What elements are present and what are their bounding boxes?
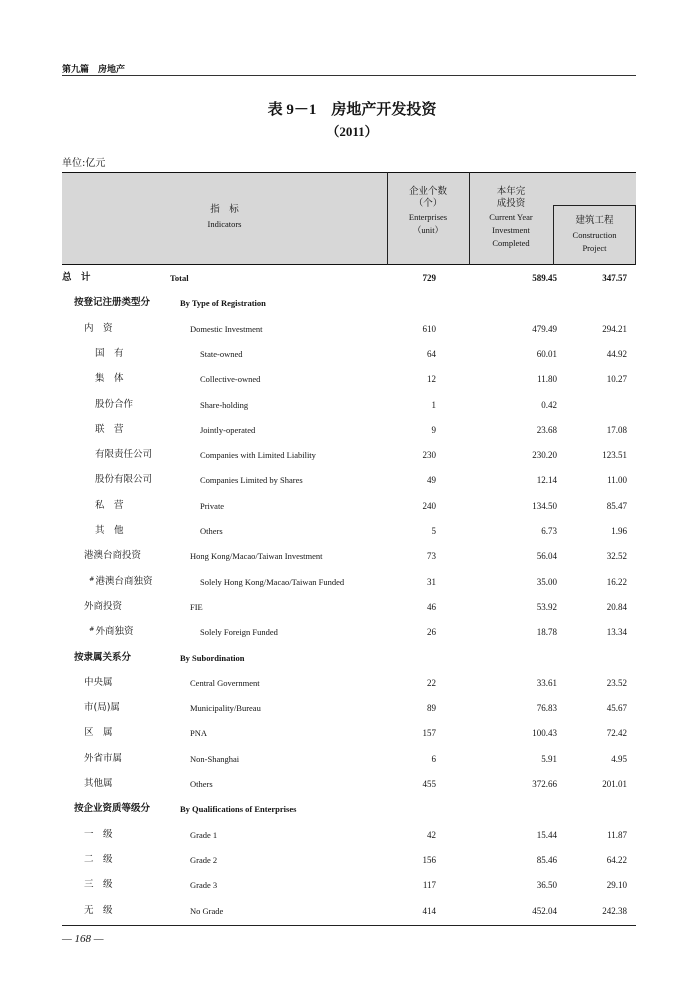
enterprises-cell: 31 — [427, 576, 436, 587]
investment-cell: 11.80 — [537, 374, 557, 385]
table-row — [0, 423, 700, 437]
indicator-label-en: State-owned — [200, 348, 243, 359]
subheader-divider — [553, 205, 636, 206]
indicator-label-en: Share-holding — [200, 399, 249, 410]
indicator-zh-cell — [95, 448, 152, 462]
indicator-label-zh: 国 有 — [95, 347, 124, 359]
indicator-label-zh: 其他属 — [84, 778, 113, 789]
indicator-label-zh: 按登记注册类型分 — [74, 297, 151, 309]
investment-cell: 36.50 — [536, 880, 557, 891]
table-row — [0, 575, 700, 589]
indicator-label-zh: 总 计 — [62, 272, 91, 283]
indicator-zh-cell — [89, 575, 152, 589]
investment-cell: 100.43 — [532, 728, 557, 739]
indicator-label-zh: 无 级 — [84, 904, 113, 916]
table-row — [0, 600, 700, 614]
enterprises-header-en: Enterprises — [408, 212, 448, 222]
enterprises-cell: 240 — [422, 500, 436, 511]
enterprises-cell: 26 — [427, 627, 436, 638]
enterprises-cell: 9 — [431, 424, 436, 435]
indicator-label-en: Others — [200, 526, 223, 536]
enterprises-cell: 42 — [427, 829, 436, 840]
indicator-label-en: FIE — [190, 601, 203, 612]
investment-cell: 589.45 — [532, 273, 557, 283]
table-row — [0, 828, 700, 842]
indicator-label-zh: 二 级 — [84, 853, 113, 865]
investment-cell: 18.78 — [536, 627, 557, 638]
page-number: — 168 — — [62, 933, 104, 945]
table-row — [0, 524, 700, 538]
header-rule — [62, 75, 636, 76]
investment-cell: 5.91 — [541, 753, 557, 764]
construction-cell: 64.22 — [606, 854, 627, 865]
table-title: 表 9－1 房地产开发投资 — [267, 102, 437, 118]
enterprises-cell: 455 — [422, 779, 436, 789]
investment-cell: 372.66 — [532, 779, 557, 789]
table-row — [0, 777, 700, 791]
construction-cell: 23.52 — [606, 677, 627, 688]
indicator-label-en: Others — [190, 779, 213, 789]
construction-cell: 85.47 — [606, 500, 627, 511]
indicator-label-zh: 中央属 — [84, 676, 113, 688]
construction-cell: 45.67 — [606, 703, 627, 714]
indicator-zh-cell — [62, 271, 91, 285]
construction-cell: 20.84 — [606, 601, 627, 612]
indicator-zh-cell — [95, 398, 133, 412]
table-row — [0, 372, 700, 386]
indicator-label-en: By Type of Registration — [180, 298, 266, 309]
investment-cell: 6.73 — [541, 526, 557, 536]
indicator-label-en: No Grade — [190, 905, 224, 916]
construction-cell: 347.57 — [602, 273, 627, 283]
investment-cell: 76.83 — [536, 703, 557, 714]
indicator-label-zh: 按隶属关系分 — [74, 651, 132, 663]
investment-cell: 452.04 — [532, 905, 557, 916]
indicator-zh-cell — [84, 676, 113, 690]
enterprises-cell: 157 — [422, 728, 436, 739]
investment-header-zh-2: 成投资 — [496, 198, 526, 209]
table-row — [0, 347, 700, 361]
construction-cell: 17.08 — [606, 424, 627, 435]
indicator-label-zh: 内 资 — [84, 322, 113, 334]
table-row — [0, 701, 700, 715]
enterprises-cell: 22 — [427, 677, 436, 688]
construction-cell: 72.42 — [606, 728, 627, 739]
enterprises-cell: 156 — [422, 854, 436, 865]
table-bottom-rule — [62, 925, 636, 926]
investment-cell: 56.04 — [536, 551, 557, 562]
investment-cell: 12.14 — [536, 475, 557, 486]
indicator-label-zh: 股份合作 — [95, 398, 134, 410]
indicator-label-zh: 私 营 — [95, 499, 124, 511]
indicator-zh-cell — [74, 296, 150, 310]
investment-header-en-3: Completed — [492, 238, 530, 248]
indicator-label-zh: 市(局)属 — [84, 702, 120, 714]
enterprises-cell: 12 — [427, 374, 436, 385]
construction-cell: 11.87 — [607, 829, 627, 840]
indicator-zh-cell — [95, 423, 124, 437]
table-row — [0, 549, 700, 563]
indicator-label-en: Collective-owned — [200, 374, 261, 385]
indicator-zh-cell — [84, 726, 113, 740]
total-row — [0, 271, 700, 285]
investment-cell: 35.00 — [536, 576, 557, 587]
construction-cell: 201.01 — [602, 779, 627, 789]
indicator-label-zh: 联 营 — [95, 423, 124, 435]
enterprises-cell: 5 — [431, 526, 436, 536]
indicator-label-zh: 外商独资 — [95, 626, 134, 638]
table-year: （2011） — [326, 124, 378, 139]
investment-cell: 230.20 — [532, 450, 557, 461]
indicator-zh-cell — [84, 701, 120, 715]
section-heading-row — [0, 651, 700, 665]
table-row — [0, 904, 700, 918]
enterprises-cell: 6 — [431, 753, 436, 764]
enterprises-cell: 414 — [422, 905, 436, 916]
table-row — [0, 625, 700, 639]
indicator-zh-cell — [84, 878, 113, 892]
indicator-label-en: Private — [200, 500, 225, 511]
indicator-zh-cell — [84, 322, 113, 336]
table-row — [0, 473, 700, 487]
enterprises-cell: 610 — [422, 323, 436, 334]
enterprises-header-unit-zh: （个） — [413, 198, 443, 209]
investment-cell: 85.46 — [536, 854, 557, 865]
indicator-zh-cell — [95, 499, 124, 513]
table-row — [0, 853, 700, 867]
construction-header-zh: 建筑工程 — [575, 215, 614, 226]
table-row — [0, 448, 700, 462]
enterprises-cell: 230 — [422, 450, 436, 461]
indicator-label-zh: 集 体 — [95, 373, 124, 385]
indicator-label-zh: 一 级 — [84, 828, 113, 840]
indicator-header-zh: 指 标 — [210, 204, 239, 215]
construction-cell: 16.22 — [606, 576, 627, 587]
indicator-label-en: Total — [170, 273, 189, 283]
table-row — [0, 398, 700, 412]
enterprises-cell: 46 — [427, 601, 436, 612]
construction-cell: 10.27 — [606, 374, 627, 385]
footnote-mark: # — [89, 625, 95, 634]
indicator-label-en: Solely Foreign Funded — [200, 627, 278, 638]
enterprises-cell: 117 — [422, 880, 436, 891]
indicator-label-en: Solely Hong Kong/Macao/Taiwan Funded — [200, 576, 345, 587]
table-row — [0, 726, 700, 740]
investment-cell: 479.49 — [532, 323, 557, 334]
indicator-zh-cell — [89, 625, 133, 639]
indicator-label-zh: 外省市属 — [84, 752, 123, 764]
indicator-label-en: Hong Kong/Macao/Taiwan Investment — [190, 551, 323, 562]
unit-label: 单位:亿元 — [62, 158, 106, 169]
construction-cell: 294.21 — [602, 323, 627, 334]
indicator-zh-cell — [84, 777, 113, 791]
construction-cell: 32.52 — [606, 551, 627, 562]
section-heading-row — [0, 802, 700, 816]
indicator-zh-cell — [84, 600, 122, 614]
construction-cell: 123.51 — [602, 450, 627, 461]
enterprises-cell: 49 — [427, 475, 436, 486]
investment-cell: 53.92 — [536, 601, 557, 612]
indicator-zh-cell — [84, 549, 141, 563]
indicator-label-en: Grade 2 — [190, 854, 218, 865]
construction-cell: 13.34 — [606, 627, 627, 638]
indicator-label-en: Grade 1 — [190, 829, 218, 840]
indicator-label-en: Grade 3 — [190, 880, 218, 891]
construction-cell: 29.10 — [606, 880, 627, 891]
enterprises-cell: 89 — [427, 703, 436, 714]
construction-cell: 1.96 — [611, 526, 627, 536]
enterprises-header-zh: 企业个数 — [408, 186, 447, 197]
indicator-label-zh: 按企业资质等级分 — [74, 803, 151, 815]
table-row — [0, 752, 700, 766]
indicator-label-en: Domestic Investment — [190, 323, 263, 334]
investment-cell: 60.01 — [536, 348, 557, 359]
construction-cell: 4.95 — [611, 753, 627, 764]
indicator-label-zh: 有限责任公司 — [95, 449, 153, 461]
indicator-label-zh: 港澳台商投资 — [84, 550, 142, 562]
construction-header-en-1: Construction — [572, 230, 617, 240]
construction-cell: 11.00 — [607, 475, 627, 486]
indicator-label-en: Municipality/Bureau — [190, 703, 261, 714]
construction-cell: 44.92 — [606, 348, 627, 359]
indicator-label-en: Companies with Limited Liability — [200, 450, 316, 461]
indicator-zh-cell — [84, 853, 113, 867]
indicator-zh-cell — [95, 524, 124, 538]
investment-cell: 23.68 — [536, 424, 557, 435]
table-row — [0, 499, 700, 513]
indicator-label-en: By Qualifications of Enterprises — [180, 804, 297, 815]
footnote-mark: # — [89, 574, 95, 583]
construction-cell: 242.38 — [602, 905, 627, 916]
investment-cell: 15.44 — [536, 829, 557, 840]
indicator-zh-cell — [84, 904, 113, 918]
indicator-label-en: Companies Limited by Shares — [200, 475, 303, 486]
investment-cell: 134.50 — [532, 500, 557, 511]
indicator-label-en: PNA — [190, 728, 208, 739]
investment-cell: 33.61 — [536, 677, 557, 688]
indicator-zh-cell — [74, 651, 131, 665]
indicator-label-zh: 三 级 — [84, 879, 113, 891]
indicator-label-en: Central Government — [190, 677, 260, 688]
indicator-zh-cell — [74, 802, 150, 816]
investment-header-zh-1: 本年完 — [496, 186, 526, 197]
enterprises-cell: 729 — [422, 273, 436, 283]
indicator-label-en: Jointly-operated — [200, 424, 256, 435]
enterprises-cell: 73 — [427, 551, 436, 562]
indicator-label-en: Non-Shanghai — [190, 753, 240, 764]
construction-header-en-2: Project — [582, 243, 607, 253]
indicator-zh-cell — [84, 828, 113, 842]
table-row — [0, 322, 700, 336]
table-row — [0, 676, 700, 690]
indicator-label-zh: 外商投资 — [84, 600, 123, 612]
indicator-label-zh: 其 他 — [95, 525, 124, 536]
running-header: 第九篇 房地产 — [62, 65, 126, 75]
indicator-zh-cell — [84, 752, 122, 766]
investment-header-en-2: Investment — [492, 225, 530, 235]
table-row — [0, 878, 700, 892]
indicator-header-en: Indicators — [207, 219, 242, 229]
indicator-zh-cell — [95, 372, 124, 386]
indicator-label-en: By Subordination — [180, 652, 245, 663]
enterprises-cell: 1 — [431, 399, 436, 410]
investment-header-en-1: Current Year — [489, 212, 533, 222]
investment-cell: 0.42 — [541, 399, 557, 410]
enterprises-header-unit-en: （unit） — [412, 225, 444, 235]
indicator-label-zh: 港澳台商独资 — [95, 575, 153, 587]
section-heading-row — [0, 296, 700, 310]
indicator-zh-cell — [95, 347, 124, 361]
indicator-zh-cell — [95, 473, 152, 487]
enterprises-cell: 64 — [427, 348, 436, 359]
indicator-label-zh: 区 属 — [84, 727, 113, 739]
indicator-label-zh: 股份有限公司 — [95, 474, 153, 486]
